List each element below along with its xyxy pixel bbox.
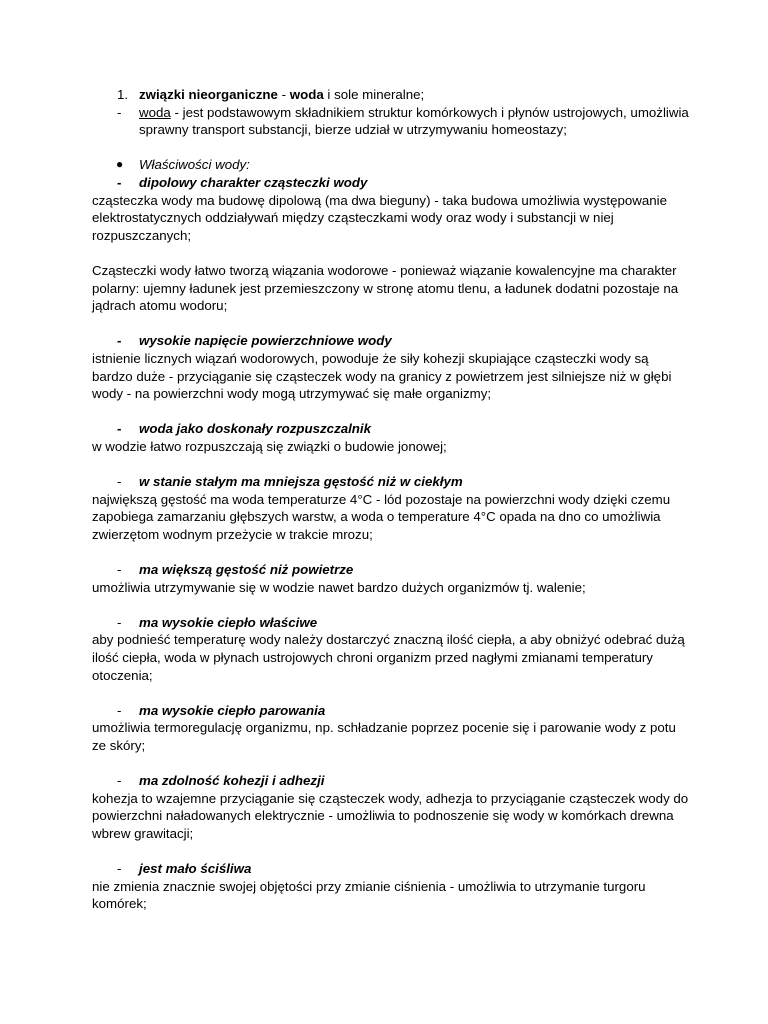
spacer <box>92 843 692 861</box>
list-item-woda <box>92 104 692 139</box>
dash-marker: - <box>117 861 122 877</box>
topic-inorganic: związki nieorganiczne <box>139 87 278 102</box>
list-item-1 <box>92 86 692 104</box>
section-body: umożliwia termoregulację organizmu, np. schładzanie poprzez pocenie się i parowanie wody z potu ze skóry; <box>92 720 676 753</box>
section-title: ma wysokie ciepło właściwe <box>139 614 318 630</box>
spacer <box>92 244 692 262</box>
dash-marker: - <box>117 174 122 190</box>
spacer <box>92 543 692 561</box>
spacer <box>92 684 692 702</box>
section-heading <box>92 860 692 878</box>
section-title: dipolowy charakter cząsteczki wody <box>139 174 368 190</box>
spacer <box>92 455 692 473</box>
spacer <box>92 315 692 333</box>
topic-rest: i sole mineralne; <box>323 87 425 102</box>
spacer <box>92 596 692 614</box>
section-title: wysokie napięcie powierzchniowe wody <box>139 333 392 349</box>
section-body-2: Cząsteczki wody łatwo tworzą wiązania wodorowe - ponieważ wiązanie kowalencyjne ma charakter polarny: ujemny ładunek jest przemieszczony w stronę atomu tlenu, a ładunek dodatni pozostaje na jądrach atomu wodoru; <box>92 262 679 314</box>
dash-marker: - <box>117 474 122 490</box>
spacer <box>92 755 692 773</box>
section-body: istnienie licznych wiązań wodorowych, powoduje że siły kohezji skupiające cząsteczki wody są bardzo duże - przyciąganie się cząsteczek wody na granicy z powietrzem jest silniejsze niż w głębi wody - na powierzchni wody mogą utrzymywać się małe organizmy; <box>92 350 672 402</box>
document-body <box>92 86 692 913</box>
properties-heading <box>92 156 692 174</box>
section-title: ma zdolność kohezji i adhezji <box>139 773 325 789</box>
section-title: ma wysokie ciepło parowania <box>139 702 326 718</box>
dash-marker: - <box>117 702 122 718</box>
list-number: 1. <box>117 87 129 102</box>
section-heading <box>92 702 692 720</box>
bullet-marker: ● <box>116 157 124 172</box>
dash-marker: - <box>117 562 122 578</box>
section-heading <box>92 420 692 438</box>
separator: - <box>277 87 290 102</box>
section-title: woda jako doskonały rozpuszczalnik <box>139 421 372 437</box>
properties-heading-text: Właściwości wody: <box>139 157 250 173</box>
woda-term: woda <box>139 104 171 120</box>
dash-marker: - <box>117 104 122 120</box>
section-heading <box>92 473 692 491</box>
section-body: cząsteczka wody ma budowę dipolową (ma dwa bieguny) - taka budowa umożliwia występowanie elektrostatycznych oddziaływań między cząsteczkami wody oraz wody i substancji w niej rozpuszczanych; <box>92 192 668 243</box>
dash-marker: - <box>117 421 122 437</box>
spacer <box>92 403 692 421</box>
section-heading <box>92 561 692 579</box>
section-heading <box>92 772 692 790</box>
section-body: aby podnieść temperaturę wody należy dostarczyć znaczną ilość ciepła, a aby obniżyć odebrać dużą ilość ciepła, woda w płynach ustrojowych chroni organizm przed nagłymi zmianami temperatury otoczenia; <box>92 632 685 683</box>
section-title: ma większą gęstość niż powietrze <box>139 562 354 578</box>
section-heading <box>92 174 692 192</box>
topic-water: woda <box>289 87 324 102</box>
section-body: kohezja to wzajemne przyciąganie się cząsteczek wody, adhezja to przyciąganie cząsteczek wody do powierzchni naładowanych elektrycznie - umożliwia to podnoszenie się wody w komórkach drewna wbrew grawitacji; <box>92 790 689 841</box>
dash-marker: - <box>117 333 122 349</box>
section-title: w stanie stałym ma mniejsza gęstość niż w ciekłym <box>139 474 463 490</box>
woda-description: - jest podstawowym składnikiem struktur komórkowych i płynów ustrojowych, umożliwia sprawny transport substancji, bierze udział w utrzymywaniu homeostazy; <box>139 104 689 138</box>
section-body: umożliwia utrzymywanie się w wodzie nawet bardzo dużych organizmów tj. walenie; <box>92 579 586 595</box>
dash-marker: - <box>117 773 122 789</box>
spacer <box>92 139 692 157</box>
section-heading <box>92 332 692 350</box>
section-body: nie zmienia znacznie swojej objętości przy zmianie ciśnienia - umożliwia to utrzymanie turgoru komórek; <box>92 878 646 912</box>
section-heading <box>92 614 692 632</box>
section-body: w wodzie łatwo rozpuszczają się związki o budowie jonowej; <box>92 438 447 454</box>
section-title: jest mało ściśliwa <box>139 861 252 877</box>
section-body: największą gęstość ma woda temperaturze 4°C - lód pozostaje na powierzchni wody dzięki czemu zapobiega zamarzaniu głębszych warstw, a woda o temperature 4°C opada na dno co umożliwia zwierzętom wodnym przeżycie w trakcie mrozu; <box>92 491 671 542</box>
dash-marker: - <box>117 614 122 630</box>
